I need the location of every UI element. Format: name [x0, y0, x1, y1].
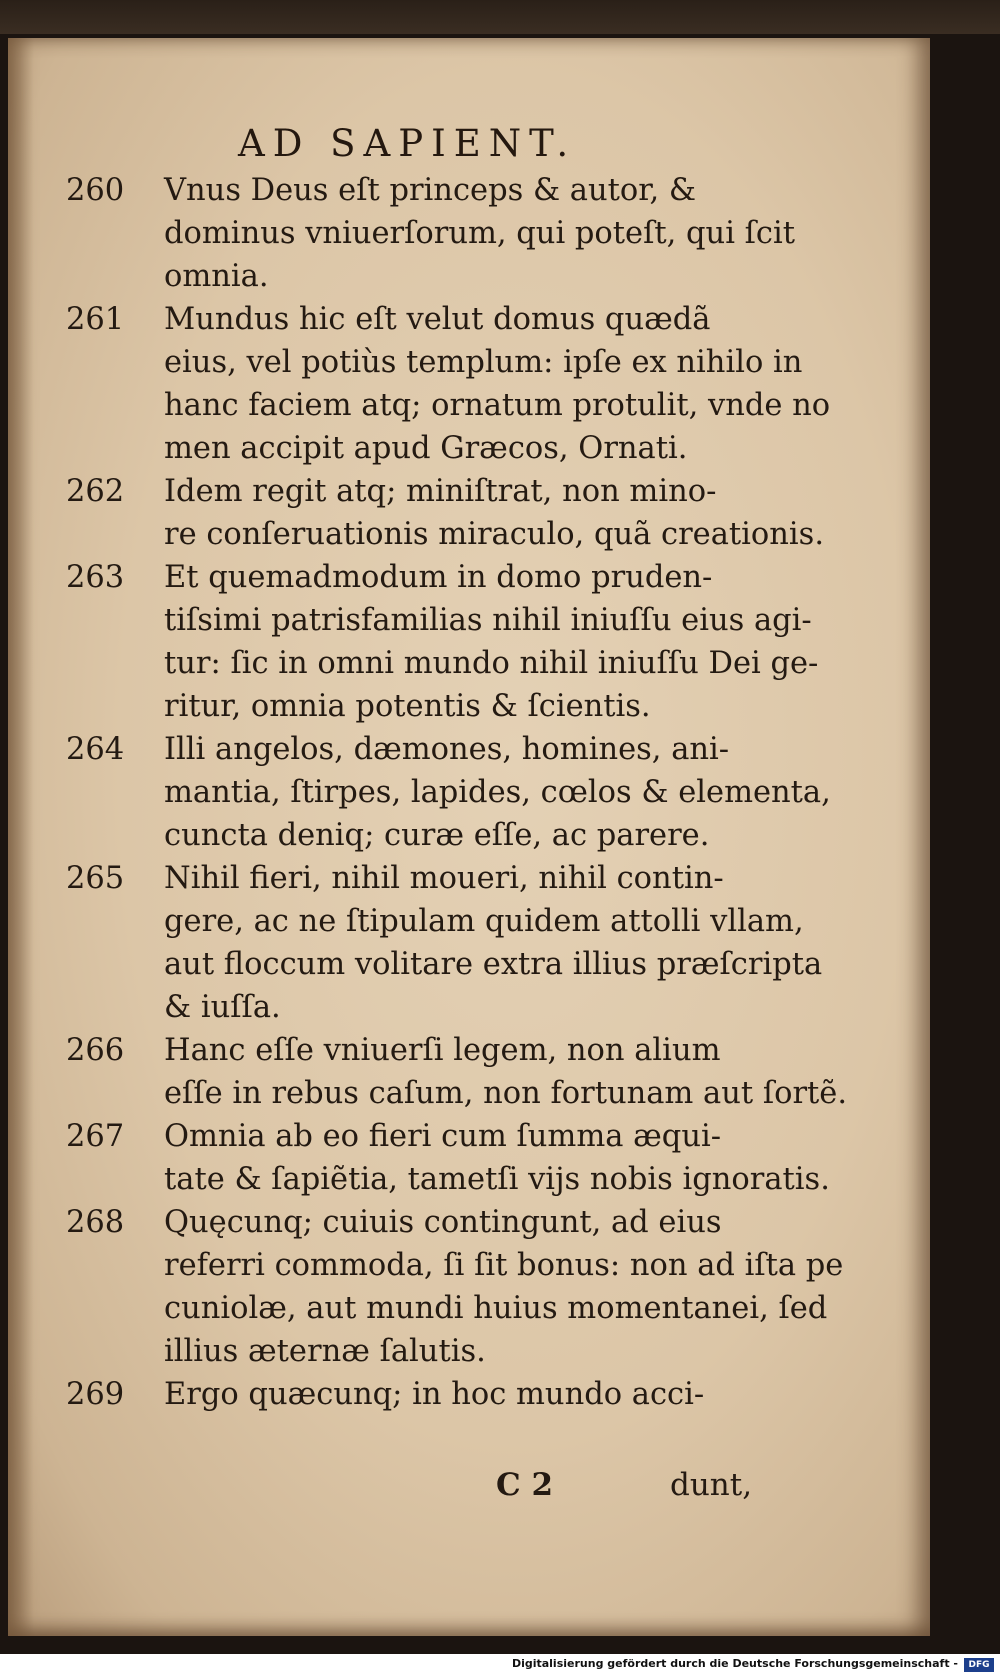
aphorism-number: [66, 1330, 164, 1373]
text-line: [66, 556, 776, 599]
line-text: Vnus Deus eſt princeps & autor, &: [164, 173, 697, 208]
line-text: Et quemadmodum in domo pruden-: [164, 560, 713, 595]
aphorism-number: [66, 771, 164, 814]
text-line: [66, 169, 776, 212]
text-line: [66, 986, 776, 1029]
aphorism-number: 260: [66, 173, 125, 208]
catchword: dunt,: [670, 1467, 753, 1503]
aphorism-number: 266: [66, 1033, 125, 1068]
aphorism-number: 263: [66, 560, 125, 595]
aphorism-number: 265: [66, 861, 125, 896]
signature-mark: C 2: [496, 1467, 554, 1503]
aphorism-number: [66, 986, 164, 1029]
line-text: referri commoda, ſi ſit bonus: non ad iſta pe: [164, 1248, 844, 1283]
text-line: [66, 470, 776, 513]
line-text: cuncta deniq; curæ eſſe, ac parere.: [164, 818, 710, 853]
aphorism-number: [66, 1072, 164, 1115]
running-head: AD SAPIENT.: [238, 122, 577, 165]
aphorism-number: [66, 1287, 164, 1330]
line-text: Illi angelos, dæmones, homines, ani-: [164, 732, 730, 767]
aphorism-number: 268: [66, 1205, 125, 1240]
text-line: [66, 427, 776, 470]
aphorism-number: [66, 685, 164, 728]
text-line: [66, 599, 812, 642]
text-line: [66, 857, 776, 900]
aphorism-number: [66, 900, 164, 943]
line-text: tiſsimi patrisfamilias nihil iniuſſu eius agi-: [164, 603, 812, 638]
text-line: [66, 1330, 776, 1373]
footer-credit: Digitalisierung gefördert durch die Deutsche Forschungsgemeinschaft -: [511, 1657, 958, 1670]
line-text: Hanc eſſe vniuerſi legem, non alium: [164, 1033, 721, 1068]
line-text: cuniolæ, aut mundi huius momentanei, ſed: [164, 1291, 828, 1326]
aphorism-number: [66, 814, 164, 857]
text-line: [66, 1029, 776, 1072]
signature-line: [8, 1467, 930, 1512]
text-line: [66, 771, 831, 814]
text-line: [66, 255, 776, 298]
text-line: [66, 814, 776, 857]
line-text: men accipit apud Græcos, Ornati.: [164, 431, 688, 466]
footer-bar: [0, 1654, 1000, 1676]
scan-top-edge: [0, 0, 1000, 34]
text-line: [66, 1158, 830, 1201]
aphorism-number: [66, 599, 164, 642]
line-text: Quęcunq; cuiuis contingunt, ad eius: [164, 1205, 722, 1240]
text-line: [66, 728, 776, 771]
line-text: hanc faciem atq; ornatum protulit, vnde no: [164, 388, 831, 423]
text-line: [66, 298, 776, 341]
text-line: [66, 900, 804, 943]
line-text: illius æternæ ſalutis.: [164, 1334, 486, 1369]
line-text: Nihil fieri, nihil moueri, nihil contin-: [164, 861, 724, 896]
line-text: aut floccum volitare extra illius præſcripta: [164, 947, 823, 982]
aphorism-number: [66, 513, 164, 556]
aphorism-number: [66, 212, 164, 255]
aphorism-number: [66, 1158, 164, 1201]
aphorism-number: [66, 384, 164, 427]
aphorism-number: [66, 255, 164, 298]
line-text: tate & ſapiẽtia, tametſi vijs nobis ignoratis.: [164, 1162, 830, 1197]
text-line: [66, 513, 825, 556]
text-line: [66, 1115, 776, 1158]
dfg-logo-icon: DFG: [964, 1658, 994, 1672]
text-line: [66, 1244, 844, 1287]
text-line: [66, 1373, 776, 1416]
aphorism-number: [66, 642, 164, 685]
spine-shadow: [8, 38, 34, 1636]
aphorism-number: 262: [66, 474, 125, 509]
aphorism-number: [66, 943, 164, 986]
text-line: [66, 341, 803, 384]
line-text: Omnia ab eo fieri cum ſumma æqui-: [164, 1119, 722, 1154]
line-text: & iuſſa.: [164, 990, 281, 1025]
line-text: dominus vniuerſorum, qui poteſt, qui ſcit: [164, 216, 796, 251]
line-text: Ergo quæcunq; in hoc mundo acci-: [164, 1377, 705, 1412]
aphorism-number: 267: [66, 1119, 125, 1154]
aphorism-number: [66, 1244, 164, 1287]
aphorism-number: 261: [66, 302, 125, 337]
line-text: mantia, ſtirpes, lapides, cœlos & elementa,: [164, 775, 831, 810]
aphorism-number: 269: [66, 1377, 125, 1412]
line-text: eſſe in rebus caſum, non fortunam aut ſortẽ.: [164, 1076, 848, 1111]
line-text: Idem regit atq; miniſtrat, non mino-: [164, 474, 717, 509]
line-text: tur: ſic in omni mundo nihil iniuſſu Dei ge-: [164, 646, 819, 681]
text-block: [66, 169, 848, 1416]
text-line: [66, 212, 796, 255]
line-text: Mundus hic eſt velut domus quædã: [164, 302, 711, 337]
aphorism-number: 264: [66, 732, 125, 767]
text-line: [66, 1201, 776, 1244]
line-text: ritur, omnia potentis & ſcientis.: [164, 689, 651, 724]
text-line: [66, 642, 819, 685]
book-page: [8, 38, 930, 1636]
text-line: [66, 384, 831, 427]
text-line: [66, 1072, 848, 1115]
text-line: [66, 685, 776, 728]
text-line: [66, 1287, 828, 1330]
aphorism-number: [66, 341, 164, 384]
line-text: re conſeruationis miraculo, quã creationis.: [164, 517, 825, 552]
aphorism-number: [66, 427, 164, 470]
line-text: eius, vel potiùs templum: ipſe ex nihilo in: [164, 345, 803, 380]
line-text: gere, ac ne ſtipulam quidem attolli vllam,: [164, 904, 804, 939]
text-line: [66, 943, 823, 986]
line-text: omnia.: [164, 259, 269, 294]
